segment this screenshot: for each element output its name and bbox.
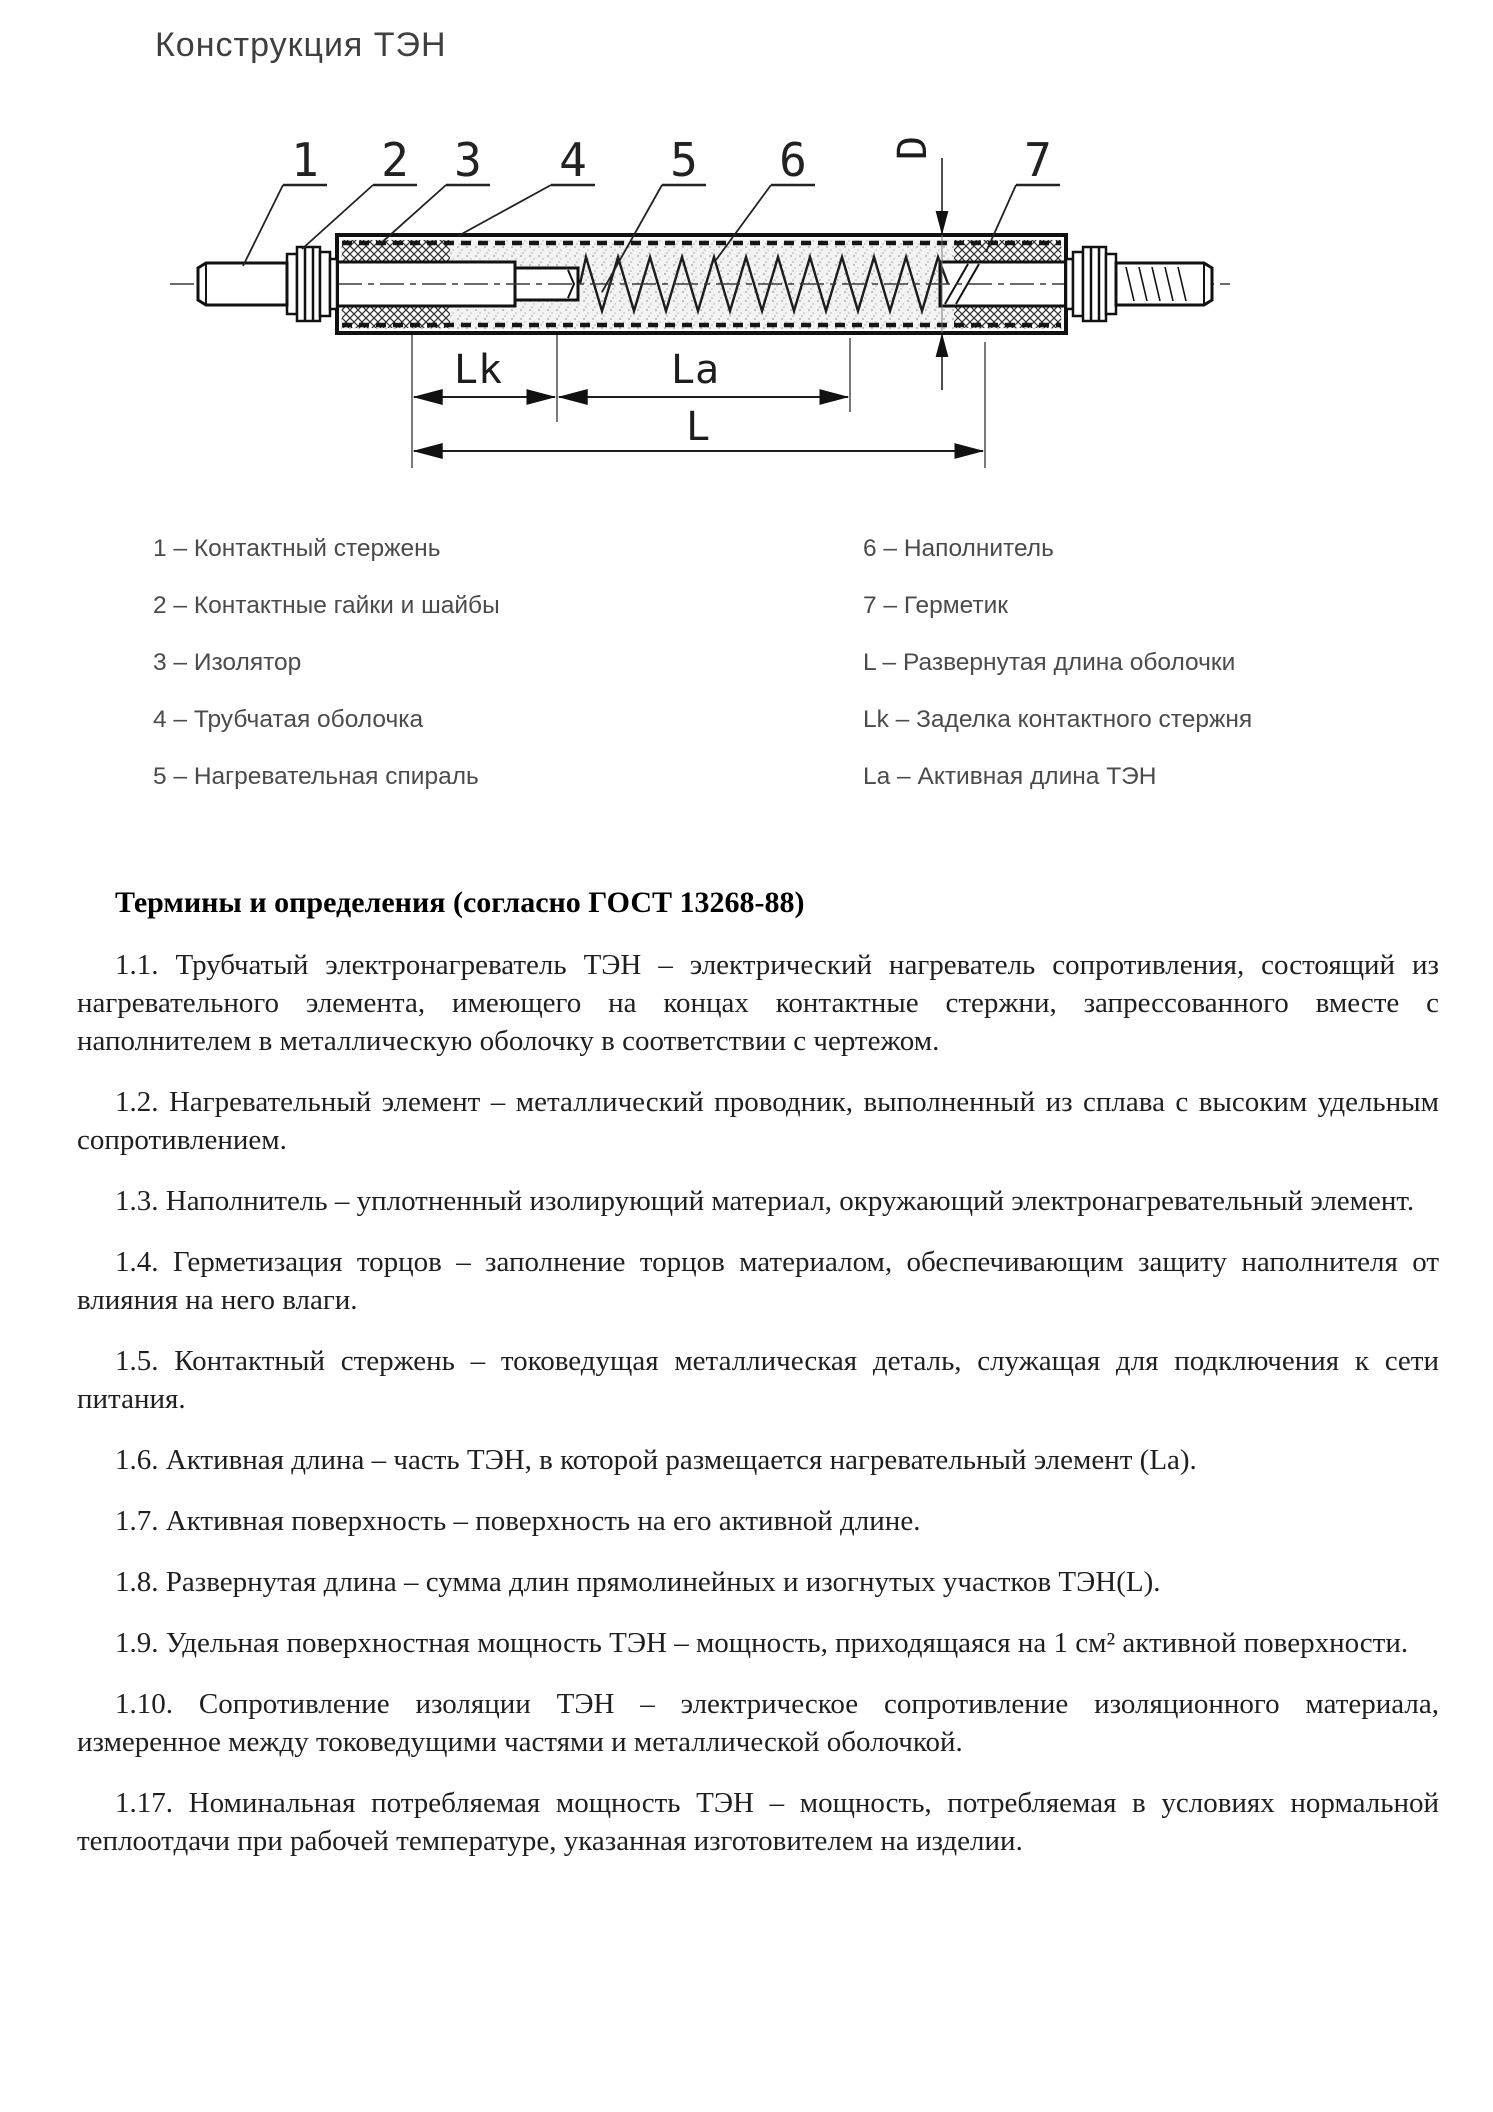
term-paragraph: 1.1. Трубчатый электронагреватель ТЭН – электрический нагреватель сопротивления, состоящий из нагревательного элемента, имеющего на концах контактные стержни, запрессованного вместе с наполнителем в металлическую оболочку в соответствии с чертежом. [77,949,1439,1057]
callout-number-3: 3 [454,133,482,187]
legend-item: 3 – Изолятор [153,649,302,676]
legend-item: 7 – Герметик [863,592,1009,619]
page-title: Конструкция ТЭН [155,26,447,64]
nuts-washers-left [287,247,337,321]
legend-item: 5 – Нагревательная спираль [153,763,479,790]
term-paragraph: 1.4. Герметизация торцов – заполнение торцов материалом, обеспечивающим защиту наполнителя от влияния на него влаги. [77,1246,1439,1316]
term-paragraph: 1.7. Активная поверхность – поверхность на его активной длине. [115,1505,921,1537]
legend-item: 1 – Контактный стержень [153,535,441,562]
legend-item: 4 – Трубчатая оболочка [153,706,424,733]
diameter-label: D [890,135,936,161]
callout-number-4: 4 [559,133,587,187]
dim-label-lk: Lk [453,347,503,393]
callout-number-5: 5 [670,133,698,187]
legend-item: Lk – Заделка контактного стержня [863,706,1253,733]
legend-item: La – Активная длина ТЭН [863,763,1157,790]
callout-number-6: 6 [779,133,807,187]
legend-left-column [153,520,500,805]
terms-heading: Термины и определения (согласно ГОСТ 13268-88) [115,886,805,919]
dim-label-l: L [685,404,711,450]
callout-4 [458,185,595,236]
term-paragraph: 1.10. Сопротивление изоляции ТЭН – электрическое сопротивление изоляционного материала, измеренное между токоведущими частями и металлической оболочкой. [77,1688,1439,1758]
dim-label-la: La [670,347,720,393]
callout-number-1: 1 [291,133,319,187]
term-paragraph: 1.5. Контактный стержень – токоведущая металлическая деталь, служащая для подключения к сети питания. [77,1345,1439,1415]
legend-right-column [863,520,1252,805]
callout-number-7: 7 [1024,133,1052,187]
term-paragraph: 1.3. Наполнитель – уплотненный изолирующий материал, окружающий электронагревательный элемент. [115,1185,1415,1217]
callout-number-2: 2 [381,133,409,187]
term-paragraph: 1.2. Нагревательный элемент – металлический проводник, выполненный из сплава с высоким удельным сопротивлением. [77,1086,1439,1156]
nuts-washers-right [1066,247,1116,321]
contact-rod-right [1116,263,1212,305]
term-paragraph: 1.9. Удельная поверхностная мощность ТЭН – мощность, приходящаяся на 1 см² активной поверхности. [115,1627,1409,1659]
term-paragraph: 1.17. Номинальная потребляемая мощность ТЭН – мощность, потребляемая в условиях нормальной теплоотдачи при рабочей температуре, указанная изготовителем на изделии. [77,1787,1439,1857]
legend-item: 2 – Контактные гайки и шайбы [153,592,500,619]
legend-item: 6 – Наполнитель [863,535,1054,562]
ten-construction-drawing [150,110,1270,500]
contact-rod-left [198,263,287,305]
legend-item: L – Развернутая длина оболочки [863,649,1236,676]
term-paragraph: 1.6. Активная длина – часть ТЭН, в которой размещается нагревательный элемент (La). [115,1444,1197,1476]
terms-section [77,886,1439,1860]
term-paragraph: 1.8. Развернутая длина – сумма длин прямолинейных и изогнутых участков ТЭН(L). [115,1566,1161,1598]
